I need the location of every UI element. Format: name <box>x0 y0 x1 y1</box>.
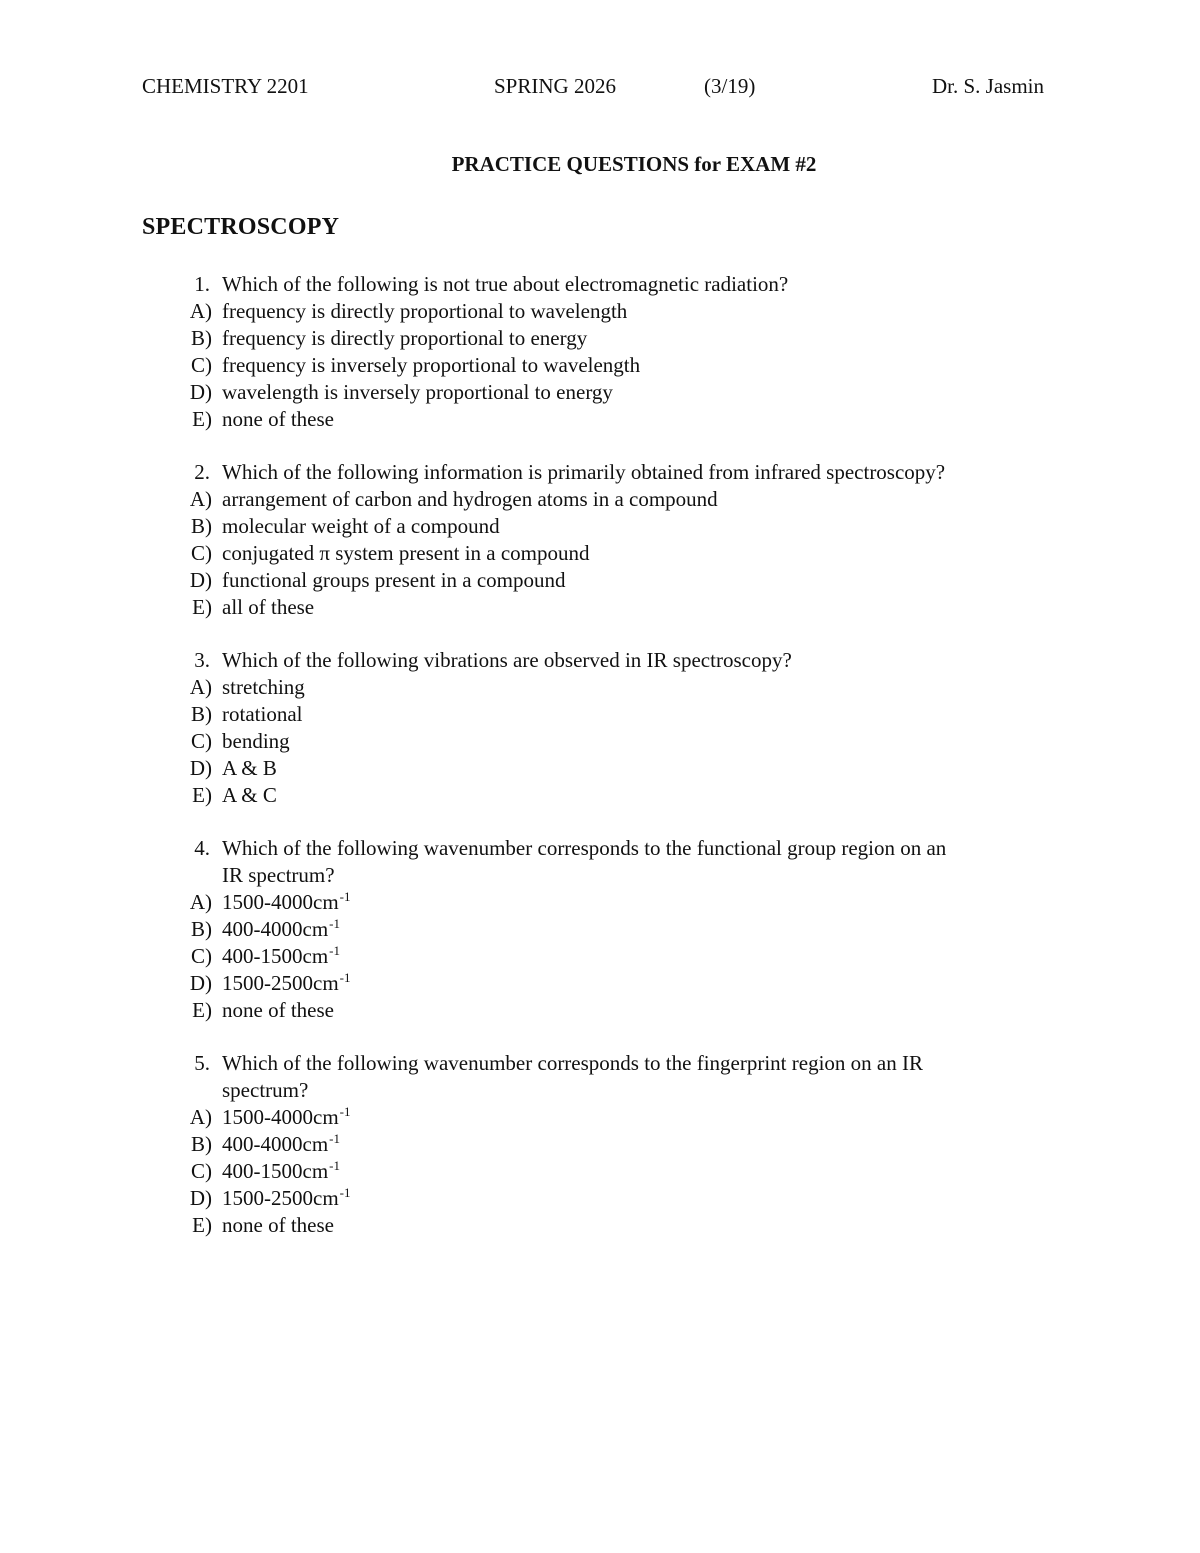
question-list <box>0 271 1200 1265</box>
option-superscript: -1 <box>329 1158 340 1173</box>
option-text: stretching <box>222 675 305 699</box>
answer-option <box>0 594 1200 621</box>
option-letter: C) <box>191 729 212 753</box>
option-text-wrap <box>222 1131 340 1160</box>
option-letter: C) <box>191 353 212 377</box>
option-text: frequency is directly proportional to energy <box>222 326 588 350</box>
option-letter: A) <box>189 890 212 914</box>
option-text-wrap <box>222 755 277 782</box>
question-2 <box>0 459 1200 621</box>
option-text: molecular weight of a compound <box>222 514 500 538</box>
term-label: SPRING 2026 <box>494 74 616 98</box>
option-text: frequency is directly proportional to wavelength <box>222 299 628 323</box>
answer-option <box>0 540 1200 567</box>
option-letter: D) <box>189 1186 212 1210</box>
option-letter: C) <box>191 1159 212 1183</box>
option-text-wrap <box>222 1212 334 1239</box>
question-text: Which of the following wavenumber corresponds to the fingerprint region on an IR <box>222 1051 923 1075</box>
question-5 <box>0 1050 1200 1239</box>
option-text: A & B <box>222 756 277 780</box>
answer-option <box>0 352 1200 379</box>
option-text-wrap <box>222 1185 351 1214</box>
option-text-wrap <box>222 486 718 513</box>
answer-option <box>0 701 1200 728</box>
option-text-wrap <box>222 997 334 1024</box>
option-text-wrap <box>222 916 340 945</box>
option-text: 400-1500cm <box>222 1159 329 1183</box>
question-stem-line <box>0 647 1200 674</box>
option-letter: B) <box>191 514 212 538</box>
question-stem-line <box>0 271 1200 298</box>
option-text-wrap <box>222 325 587 352</box>
answer-option <box>0 1131 1200 1158</box>
option-text: none of these <box>222 407 334 431</box>
option-text-wrap <box>222 1158 340 1187</box>
option-superscript: -1 <box>329 916 340 931</box>
option-text: rotational <box>222 702 303 726</box>
option-letter: D) <box>189 756 212 780</box>
answer-option <box>0 755 1200 782</box>
answer-option <box>0 567 1200 594</box>
option-text: 400-4000cm <box>222 1132 329 1156</box>
option-text: 1500-2500cm <box>222 971 339 995</box>
option-superscript: -1 <box>339 1185 351 1200</box>
question-stem-line <box>0 1077 1200 1104</box>
option-text: bending <box>222 729 290 753</box>
option-text-wrap <box>222 889 351 918</box>
option-letter: A) <box>189 675 212 699</box>
option-text-wrap <box>222 970 351 999</box>
option-text: conjugated π system present in a compound <box>222 541 590 565</box>
question-text: IR spectrum? <box>222 863 335 887</box>
question-number: 2. <box>194 460 210 484</box>
option-letter: B) <box>191 1132 212 1156</box>
question-text: Which of the following information is primarily obtained from infrared spectroscopy? <box>222 460 946 484</box>
answer-option <box>0 513 1200 540</box>
document-title: PRACTICE QUESTIONS for EXAM #2 <box>451 152 817 176</box>
answer-option <box>0 379 1200 406</box>
option-letter: E) <box>192 1213 212 1237</box>
option-text: arrangement of carbon and hydrogen atoms in a compound <box>222 487 718 511</box>
page-number: (3/19) <box>704 74 756 98</box>
question-text: Which of the following is not true about electromagnetic radiation? <box>222 272 789 296</box>
answer-option <box>0 916 1200 943</box>
question-4 <box>0 835 1200 1024</box>
section-heading: SPECTROSCOPY <box>142 214 340 240</box>
option-letter: E) <box>192 783 212 807</box>
answer-option <box>0 674 1200 701</box>
option-text-wrap <box>222 406 334 433</box>
option-letter: D) <box>189 568 212 592</box>
answer-option <box>0 1104 1200 1131</box>
option-letter: A) <box>189 299 212 323</box>
question-stem-line <box>0 862 1200 889</box>
option-text: 400-1500cm <box>222 944 329 968</box>
question-number: 4. <box>194 836 210 860</box>
question-1 <box>0 271 1200 433</box>
course-code: CHEMISTRY 2201 <box>142 74 309 98</box>
option-text-wrap <box>222 298 627 325</box>
answer-option <box>0 970 1200 997</box>
option-superscript: -1 <box>329 1131 340 1146</box>
question-text: Which of the following vibrations are observed in IR spectroscopy? <box>222 648 792 672</box>
option-text-wrap <box>222 567 566 594</box>
option-text: frequency is inversely proportional to wavelength <box>222 353 641 377</box>
answer-option <box>0 1158 1200 1185</box>
option-text: A & C <box>222 783 277 807</box>
option-text-wrap <box>222 594 314 621</box>
option-letter: B) <box>191 326 212 350</box>
answer-option <box>0 1212 1200 1239</box>
option-letter: D) <box>189 380 212 404</box>
option-text: 1500-4000cm <box>222 1105 339 1129</box>
instructor-name: Dr. S. Jasmin <box>931 74 1044 98</box>
answer-option <box>0 889 1200 916</box>
option-superscript: -1 <box>339 889 351 904</box>
option-text-wrap <box>222 1104 351 1133</box>
option-letter: C) <box>191 541 212 565</box>
question-number: 1. <box>194 272 210 296</box>
option-text-wrap <box>222 782 277 809</box>
question-stem-line <box>0 459 1200 486</box>
option-text-wrap <box>222 701 302 728</box>
question-number: 3. <box>194 648 210 672</box>
answer-option <box>0 943 1200 970</box>
option-letter: A) <box>189 1105 212 1129</box>
option-letter: E) <box>192 595 212 619</box>
option-text: 1500-4000cm <box>222 890 339 914</box>
option-text-wrap <box>222 540 590 567</box>
answer-option <box>0 325 1200 352</box>
option-letter: D) <box>189 971 212 995</box>
answer-option <box>0 406 1200 433</box>
option-text: none of these <box>222 1213 334 1237</box>
option-letter: A) <box>189 487 212 511</box>
question-text: Which of the following wavenumber corresponds to the functional group region on an <box>222 836 947 860</box>
option-superscript: -1 <box>329 943 340 958</box>
answer-option <box>0 997 1200 1024</box>
question-number: 5. <box>194 1051 210 1075</box>
question-3 <box>0 647 1200 809</box>
option-letter: C) <box>191 944 212 968</box>
option-letter: B) <box>191 917 212 941</box>
option-text-wrap <box>222 379 613 406</box>
option-superscript: -1 <box>339 1104 351 1119</box>
question-stem-line <box>0 1050 1200 1077</box>
option-text: 400-4000cm <box>222 917 329 941</box>
option-text-wrap <box>222 513 500 540</box>
option-letter: B) <box>191 702 212 726</box>
option-text: functional groups present in a compound <box>222 568 566 592</box>
page-header <box>0 74 1200 100</box>
option-letter: E) <box>192 998 212 1022</box>
answer-option <box>0 486 1200 513</box>
answer-option <box>0 728 1200 755</box>
option-text-wrap <box>222 674 305 701</box>
option-text-wrap <box>222 943 340 972</box>
answer-option <box>0 1185 1200 1212</box>
option-text: 1500-2500cm <box>222 1186 339 1210</box>
answer-option <box>0 782 1200 809</box>
question-stem-line <box>0 835 1200 862</box>
option-text: wavelength is inversely proportional to energy <box>222 380 613 404</box>
question-text: spectrum? <box>222 1078 309 1102</box>
answer-option <box>0 298 1200 325</box>
option-text: none of these <box>222 998 334 1022</box>
option-text-wrap <box>222 352 640 379</box>
option-text: all of these <box>222 595 315 619</box>
option-superscript: -1 <box>339 970 351 985</box>
option-text-wrap <box>222 728 290 755</box>
option-letter: E) <box>192 407 212 431</box>
